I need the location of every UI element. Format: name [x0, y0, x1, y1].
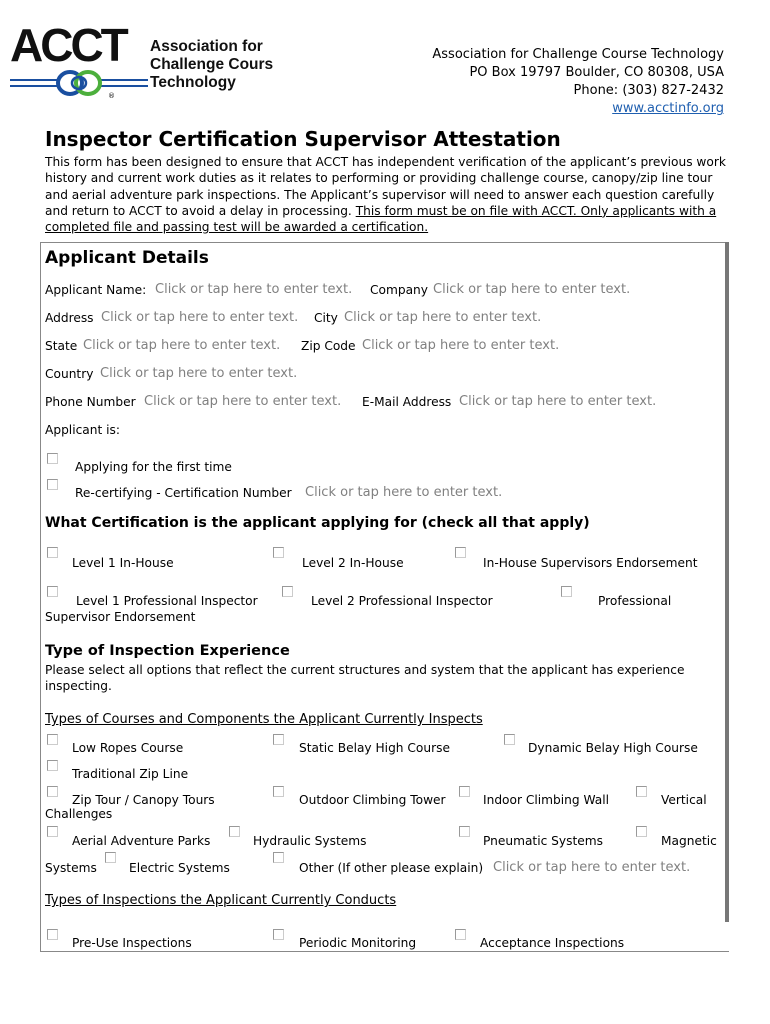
org-name: Association for Challenge Course Technology	[432, 47, 724, 62]
applicant-is-label: Applicant is:	[45, 423, 120, 437]
supervisor-endorsement-label: Supervisor Endorsement	[45, 610, 196, 624]
indoor-climbing-checkbox[interactable]	[459, 786, 470, 797]
applicant-name-field[interactable]: Click or tap here to enter text.	[155, 282, 353, 297]
aerial-label: Aerial Adventure Parks	[72, 834, 211, 848]
country-label: Country	[45, 367, 94, 381]
level1-inhouse-checkbox[interactable]	[47, 547, 58, 558]
acceptance-checkbox[interactable]	[455, 929, 466, 940]
other-checkbox[interactable]	[273, 852, 284, 863]
pre-use-label: Pre-Use Inspections	[72, 936, 192, 950]
challenges-label: Challenges	[45, 807, 113, 821]
state-field[interactable]: Click or tap here to enter text.	[83, 338, 281, 353]
city-label: City	[314, 311, 338, 325]
pneumatic-checkbox[interactable]	[459, 826, 470, 837]
level2-pro-checkbox[interactable]	[282, 586, 293, 597]
certification-heading: What Certification is the applicant applying for (check all that apply)	[45, 515, 590, 531]
level1-inhouse-text: Level 1 In-House	[72, 556, 174, 570]
inhouse-supervisors-checkbox[interactable]	[455, 547, 466, 558]
level1-pro-label: Level 1 Professional Inspector	[76, 594, 258, 608]
courses-heading: Types of Courses and Components the Applicant Currently Inspects	[45, 712, 483, 727]
hydraulic-label: Hydraulic Systems	[253, 834, 367, 848]
pneumatic-label: Pneumatic Systems	[483, 834, 603, 848]
email-field[interactable]: Click or tap here to enter text.	[459, 394, 657, 409]
acceptance-label: Acceptance Inspections	[480, 936, 625, 950]
traditional-zip-label: Traditional Zip Line	[72, 767, 189, 781]
experience-description-2: inspecting.	[45, 679, 112, 693]
level2-inhouse-label: Level 2 In-House	[302, 556, 404, 570]
logo-line-1: Association for	[150, 38, 263, 55]
page-title: Inspector Certification Supervisor Attestation	[45, 127, 561, 151]
first-time-checkbox[interactable]	[47, 453, 58, 464]
email-label: E-Mail Address	[362, 395, 452, 409]
periodic-label: Periodic Monitoring	[299, 936, 417, 950]
level2-pro-label: Level 2 Professional Inspector	[311, 594, 493, 608]
first-time-label: Applying for the first time	[75, 460, 232, 474]
org-website-link[interactable]: www.acctinfo.org	[612, 101, 724, 116]
logo-rope-icon	[10, 66, 150, 102]
form-box-edge	[725, 242, 729, 922]
phone-field[interactable]: Click or tap here to enter text.	[144, 394, 342, 409]
inspections-heading: Types of Inspections the Applicant Currently Conducts	[45, 893, 397, 908]
intro-text: This form has been designed to ensure that ACCT has independent verification of the applicant’s previous work history and current work duties as it relates to performing or providing challenge course, canopy/zip line tour and aerial adventure park inspections. The Applicant’s supervisor will need to answer each question carefully and return to ACCT to avoid a delay in processing.	[45, 155, 726, 218]
org-address: PO Box 19797 Boulder, CO 80308, USA	[469, 65, 724, 80]
acct-logo	[10, 19, 285, 104]
org-phone: Phone: (303) 827-2432	[573, 83, 724, 98]
intro-paragraph	[45, 154, 735, 235]
hydraulic-checkbox[interactable]	[229, 826, 240, 837]
level2-inhouse-checkbox[interactable]	[273, 547, 284, 558]
experience-heading: Type of Inspection Experience	[45, 643, 290, 659]
level1-inhouse-label	[72, 556, 174, 571]
zip-tour-label: Zip Tour / Canopy Tours	[72, 793, 215, 807]
periodic-checkbox[interactable]	[273, 929, 284, 940]
experience-description-1: Please select all options that reflect the current structures and system that the applicant has experience	[45, 663, 685, 677]
magnetic-systems-checkbox[interactable]	[636, 826, 647, 837]
company-label: Company	[370, 283, 428, 297]
other-explain-field[interactable]: Click or tap here to enter text.	[493, 860, 691, 875]
recertifying-checkbox[interactable]	[47, 479, 58, 490]
level1-pro-checkbox[interactable]	[47, 586, 58, 597]
registered-mark: ®	[108, 92, 115, 100]
other-label: Other (If other please explain)	[299, 861, 484, 875]
city-field[interactable]: Click or tap here to enter text.	[344, 310, 542, 325]
electric-checkbox[interactable]	[105, 852, 116, 863]
address-label: Address	[45, 311, 94, 325]
pre-use-checkbox[interactable]	[47, 929, 58, 940]
outdoor-climbing-checkbox[interactable]	[273, 786, 284, 797]
country-field[interactable]: Click or tap here to enter text.	[100, 366, 298, 381]
vertical-challenges-checkbox[interactable]	[636, 786, 647, 797]
logo-acronym: ACCT	[10, 19, 126, 71]
vertical-label: Vertical	[661, 793, 707, 807]
indoor-climbing-label: Indoor Climbing Wall	[483, 793, 609, 807]
applicant-name-label: Applicant Name:	[45, 283, 147, 297]
zip-tour-checkbox[interactable]	[47, 786, 58, 797]
zip-code-label: Zip Code	[301, 339, 356, 353]
logo-line-2: Challenge Cours	[150, 56, 274, 73]
address-field[interactable]: Click or tap here to enter text.	[101, 310, 299, 325]
magnetic-label: Magnetic	[661, 834, 717, 848]
company-field[interactable]: Click or tap here to enter text.	[433, 282, 631, 297]
org-contact-block	[432, 46, 724, 118]
dynamic-belay-label: Dynamic Belay High Course	[528, 741, 698, 755]
professional-label: Professional	[598, 594, 672, 608]
applicant-details-heading: Applicant Details	[45, 248, 209, 268]
electric-label: Electric Systems	[129, 861, 230, 875]
static-belay-checkbox[interactable]	[273, 734, 284, 745]
static-belay-label: Static Belay High Course	[299, 741, 450, 755]
dynamic-belay-checkbox[interactable]	[504, 734, 515, 745]
recertifying-label: Re-certifying - Certification Number	[75, 486, 292, 500]
traditional-zip-checkbox[interactable]	[47, 760, 58, 771]
inhouse-supervisors-label: In-House Supervisors Endorsement	[483, 556, 698, 570]
outdoor-climbing-label: Outdoor Climbing Tower	[299, 793, 446, 807]
phone-label: Phone Number	[45, 395, 136, 409]
aerial-checkbox[interactable]	[47, 826, 58, 837]
intro-underlined-text: This form must be on file with ACCT. Only applicants with a completed file and passing test will be awarded a certification.	[45, 203, 717, 235]
low-ropes-checkbox[interactable]	[47, 734, 58, 745]
state-label: State	[45, 339, 78, 353]
logo-line-3: Technology	[150, 74, 236, 91]
systems-label: Systems	[45, 861, 97, 875]
low-ropes-label: Low Ropes Course	[72, 741, 184, 755]
zip-code-field[interactable]: Click or tap here to enter text.	[362, 338, 560, 353]
certification-number-field[interactable]: Click or tap here to enter text.	[305, 485, 503, 500]
professional-supervisor-checkbox[interactable]	[561, 586, 572, 597]
